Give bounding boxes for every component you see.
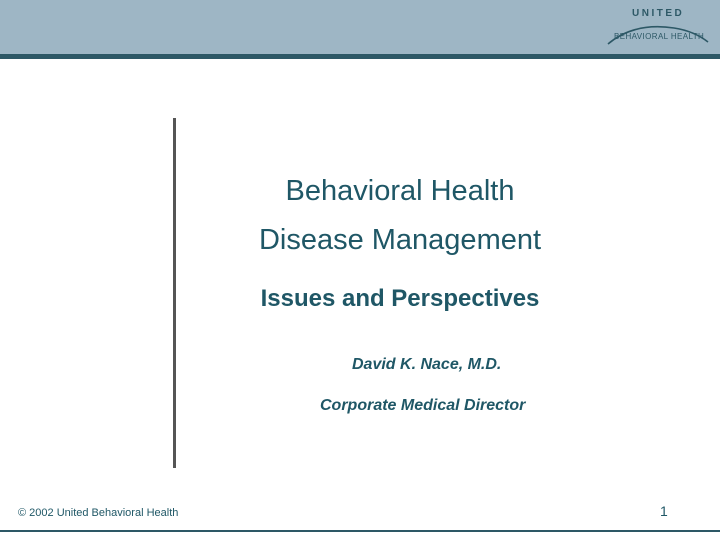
vertical-divider	[173, 118, 176, 468]
page-number: 1	[660, 503, 668, 519]
author-name: David K. Nace, M.D.	[352, 356, 502, 373]
logo-top-word: UNITED	[632, 8, 685, 19]
header-rule	[0, 54, 720, 59]
slide-subtitle: Issues and Perspectives	[260, 285, 540, 312]
author-title: Corporate Medical Director	[320, 397, 526, 414]
slide-title-line-1: Behavioral Health	[285, 175, 515, 207]
company-logo	[604, 8, 714, 48]
footer-copyright: © 2002 United Behavioral Health	[18, 507, 179, 519]
footer-rule	[0, 530, 720, 532]
logo-swoosh-icon	[604, 16, 714, 46]
logo-bottom-word: BEHAVIORAL HEALTH	[614, 32, 705, 41]
slide-title-line-2: Disease Management	[258, 224, 542, 256]
